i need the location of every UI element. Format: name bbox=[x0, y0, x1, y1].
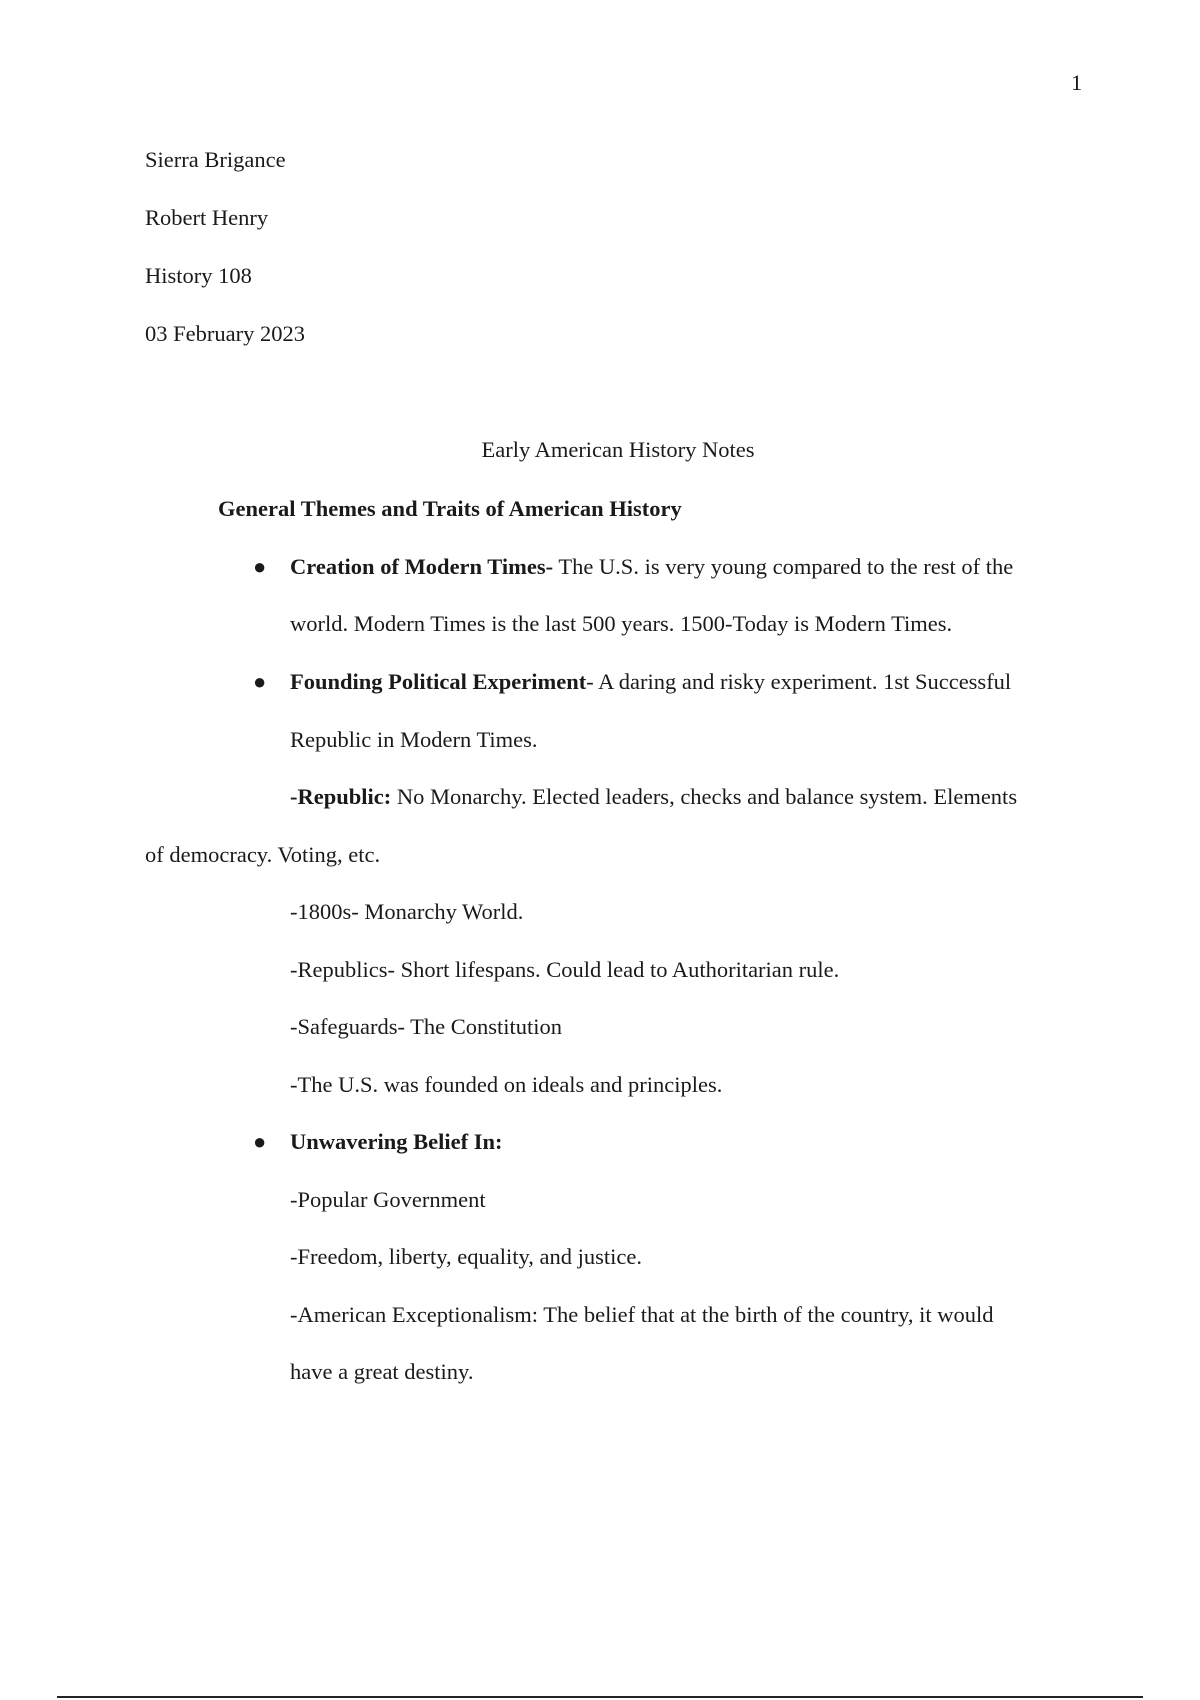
note-line: -Safeguards- The Constitution bbox=[290, 1014, 563, 1039]
document-title: Early American History Notes bbox=[481, 437, 755, 462]
republic-prefix: - bbox=[290, 784, 298, 809]
list-item-creation-line2: world. Modern Times is the last 500 years. 1500-Today is Modern Times. bbox=[290, 611, 953, 636]
page-number: 1 bbox=[1071, 70, 1083, 95]
section-heading: General Themes and Traits of American History bbox=[218, 496, 682, 521]
list-item-term: Founding Political Experiment bbox=[290, 669, 587, 694]
bullet-icon: ● bbox=[253, 554, 267, 579]
note-line: -Republics- Short lifespans. Could lead to Authoritarian rule. bbox=[290, 957, 840, 982]
note-line: -Freedom, liberty, equality, and justice. bbox=[290, 1244, 642, 1269]
list-item-text: - A daring and risky experiment. 1st Successful bbox=[586, 669, 1012, 694]
list-item-term: Creation of Modern Times- bbox=[290, 554, 554, 579]
list-item-text: The U.S. is very young compared to the rest of the bbox=[553, 554, 1014, 579]
list-item-founding-line1 bbox=[290, 667, 1011, 697]
republic-text: No Monarchy. Elected leaders, checks and balance system. Elements bbox=[391, 784, 1018, 809]
bullet-icon: ● bbox=[253, 1129, 267, 1154]
republic-definition-line1 bbox=[290, 782, 1017, 812]
note-line: -1800s- Monarchy World. bbox=[290, 899, 524, 924]
header-course: History 108 bbox=[145, 263, 252, 288]
list-item-creation-line1 bbox=[290, 552, 1013, 582]
republic-term: Republic: bbox=[297, 784, 392, 809]
note-line: -American Exceptionalism: The belief that at the birth of the country, it would bbox=[290, 1302, 994, 1327]
header-instructor-name: Robert Henry bbox=[145, 205, 269, 230]
bullet-icon: ● bbox=[253, 669, 267, 694]
note-line: -Popular Government bbox=[290, 1187, 486, 1212]
header-student-name: Sierra Brigance bbox=[145, 147, 286, 172]
note-line: have a great destiny. bbox=[290, 1359, 474, 1384]
list-item-belief-term: Unwavering Belief In: bbox=[290, 1129, 503, 1154]
header-date: 03 February 2023 bbox=[145, 321, 305, 346]
note-line: -The U.S. was founded on ideals and principles. bbox=[290, 1072, 723, 1097]
list-item-founding-line2: Republic in Modern Times. bbox=[290, 727, 538, 752]
republic-definition-line2: of democracy. Voting, etc. bbox=[145, 842, 381, 867]
page-bottom-divider bbox=[57, 1696, 1143, 1698]
